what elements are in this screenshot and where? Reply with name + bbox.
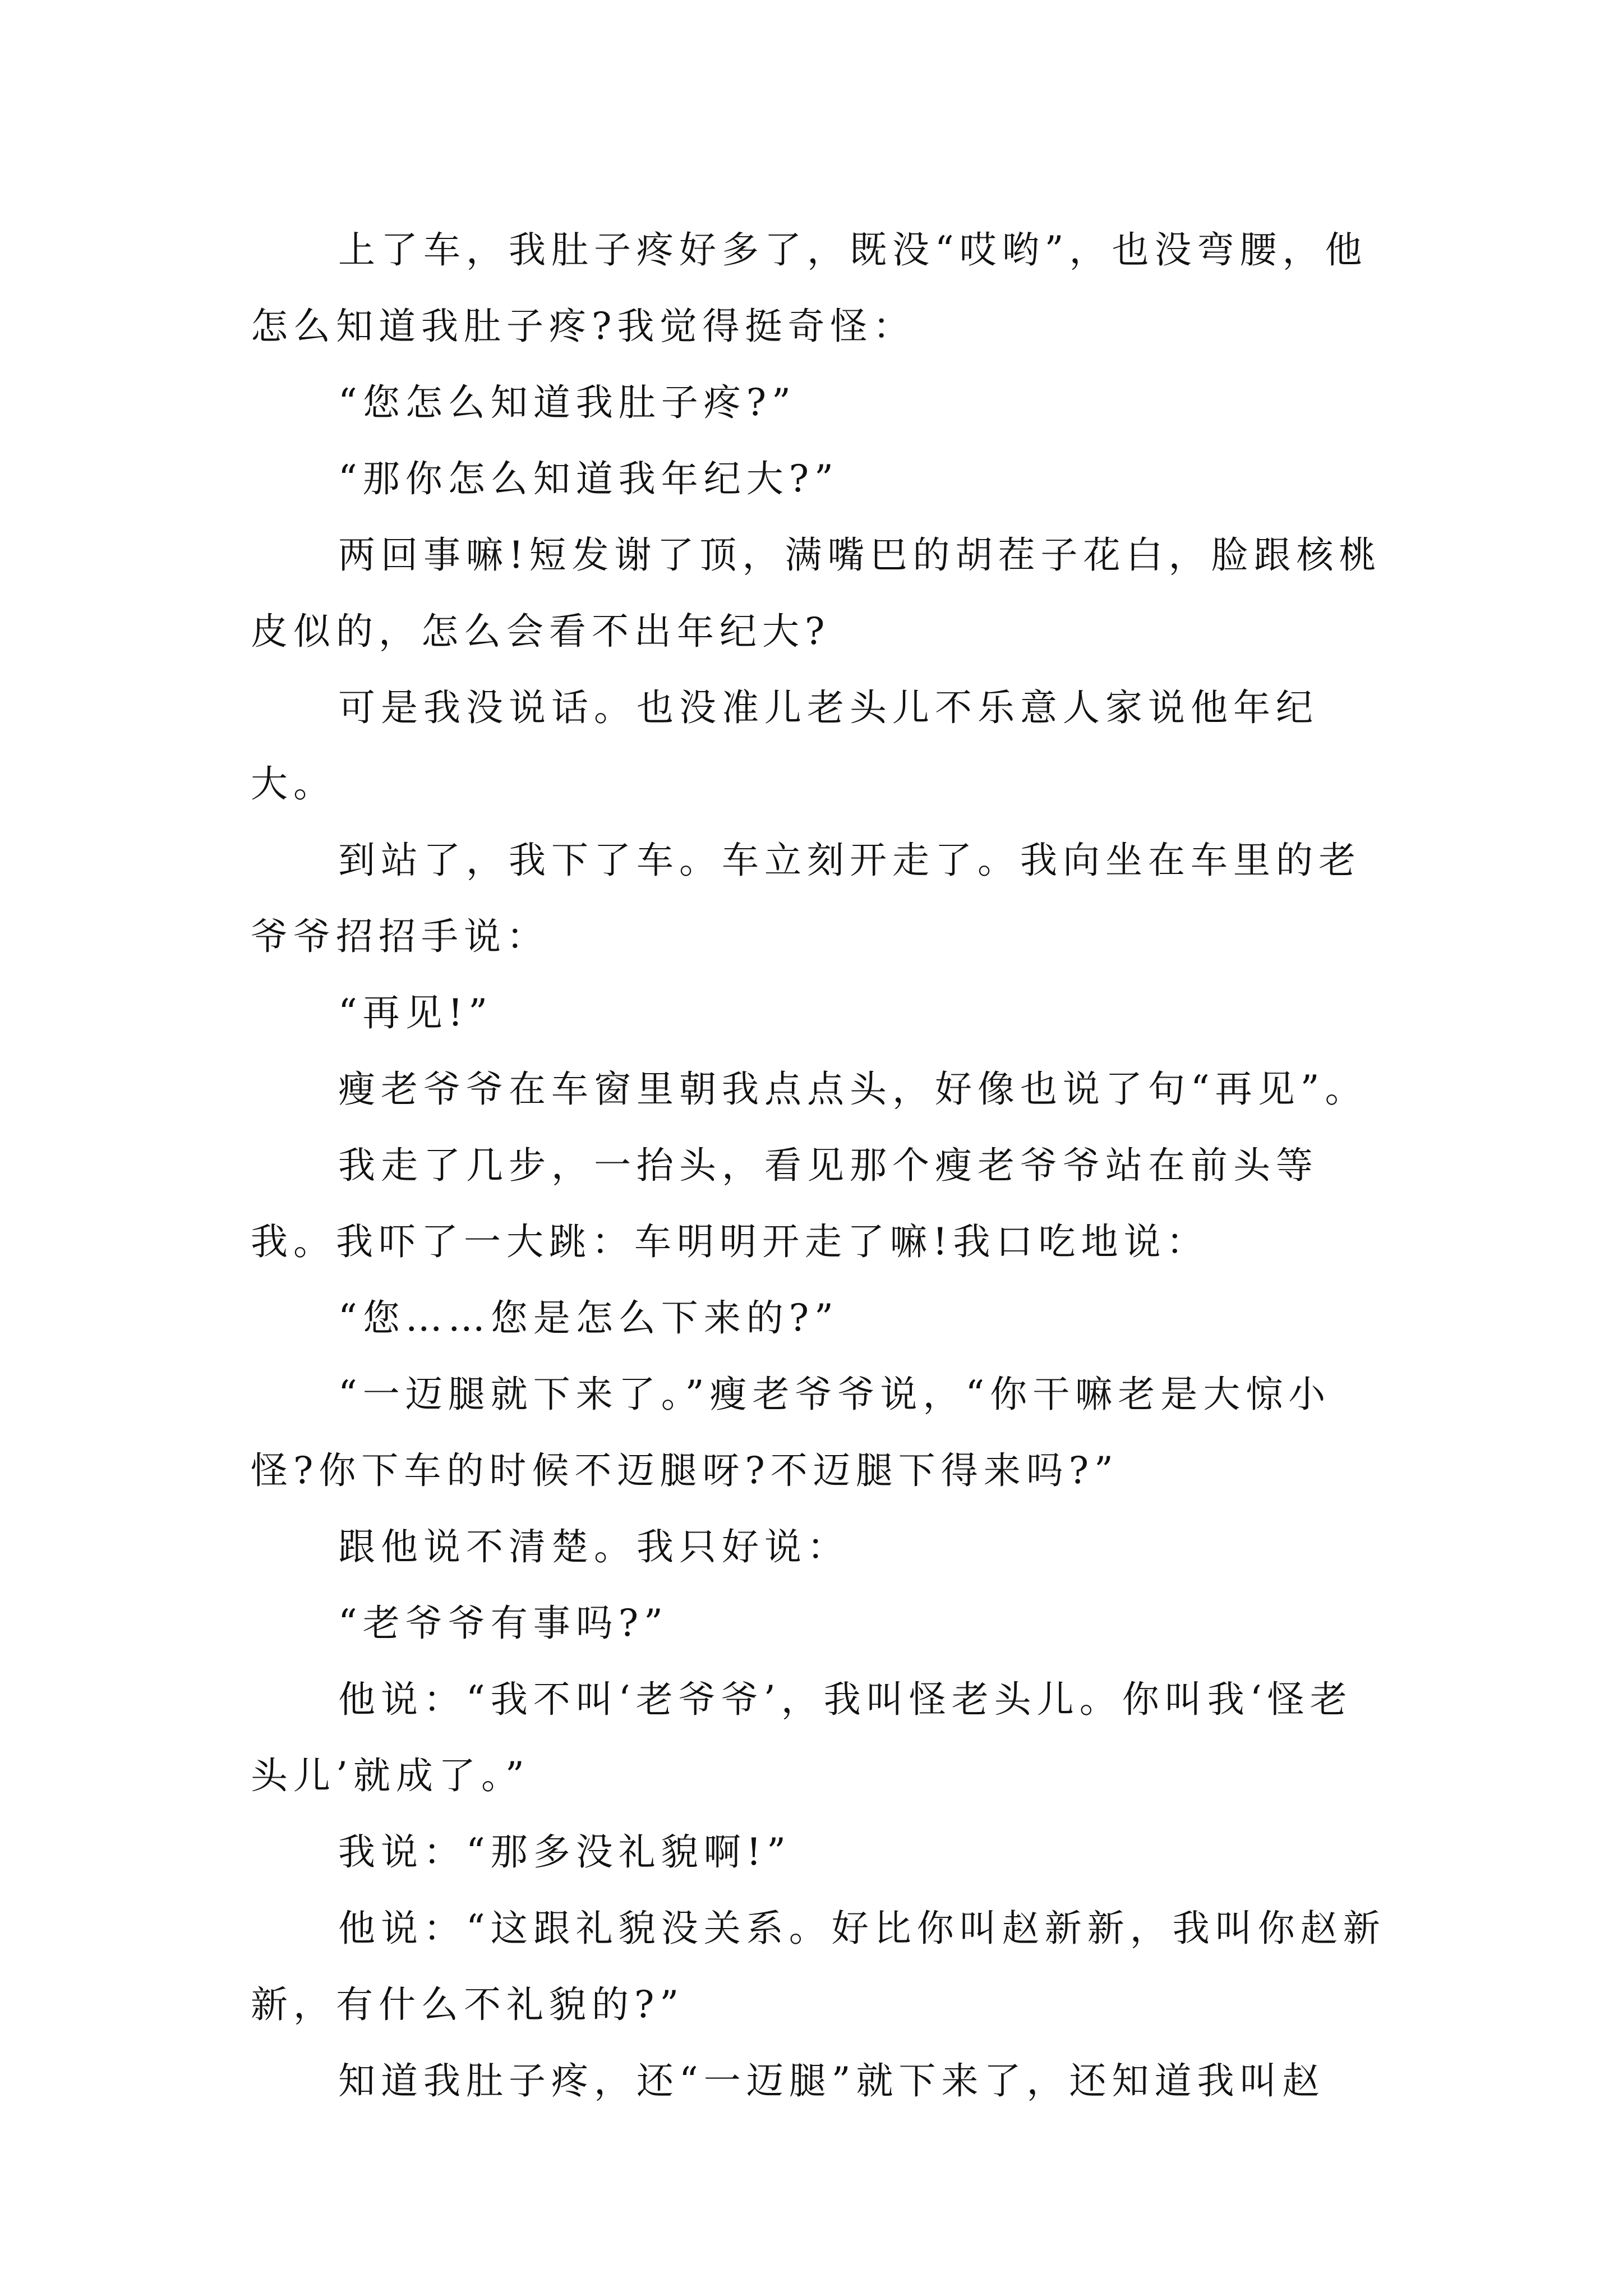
paragraph: 上了车，我肚子疼好多了，既没“哎哟”，也没弯腰，他怎么知道我肚子疼?我觉得挺奇怪： bbox=[251, 228, 1368, 348]
paragraph: “那你怎么知道我年纪大?” bbox=[338, 457, 839, 500]
paragraph: 可是我没说话。也没准儿老头儿不乐意人家说他年纪大。 bbox=[251, 686, 1318, 806]
paragraph: 他说：“我不叫‘老爷爷’，我叫怪老头儿。你叫我‘怪老头儿’就成了。” bbox=[251, 1678, 1353, 1797]
paragraph: “您怎么知道我肚子疼?” bbox=[338, 381, 796, 424]
paragraph: “再见!” bbox=[338, 991, 494, 1034]
paragraph: 我说：“那多没礼貌啊!” bbox=[338, 1830, 792, 1874]
paragraph: 两回事嘛!短发谢了顶，满嘴巴的胡茬子花白，脸跟核桃皮似的，怎么会看不出年纪大? bbox=[251, 533, 1382, 653]
paragraph: 他说：“这跟礼貌没关系。好比你叫赵新新，我叫你赵新新，有什么不礼貌的?” bbox=[251, 1907, 1386, 2026]
paragraph: 跟他说不清楚。我只好说： bbox=[338, 1525, 850, 1568]
paragraph: 瘦老爷爷在车窗里朝我点点头，好像也说了句“再见”。 bbox=[338, 1068, 1368, 1111]
body-text bbox=[251, 212, 1389, 2119]
paragraph: 到站了，我下了车。车立刻开走了。我向坐在车里的老爷爷招招手说： bbox=[251, 839, 1361, 958]
paragraph: “一迈腿就下来了。”瘦老爷爷说，“你干嘛老是大惊小怪?你下车的时候不迈腿呀?不迈腿下得来吗?” bbox=[251, 1373, 1331, 1492]
paragraph: “老爷爷有事吗?” bbox=[338, 1602, 668, 1645]
paragraph: “您……您是怎么下来的?” bbox=[338, 1296, 839, 1340]
paragraph: 知道我肚子疼，还“一迈腿”就下来了，还知道我叫赵 bbox=[338, 2059, 1325, 2102]
paragraph: 我走了几步，一抬头，看见那个瘦老爷爷站在前头等我。我吓了一大跳：车明明开走了嘛!我口吃地说： bbox=[251, 1144, 1318, 1263]
